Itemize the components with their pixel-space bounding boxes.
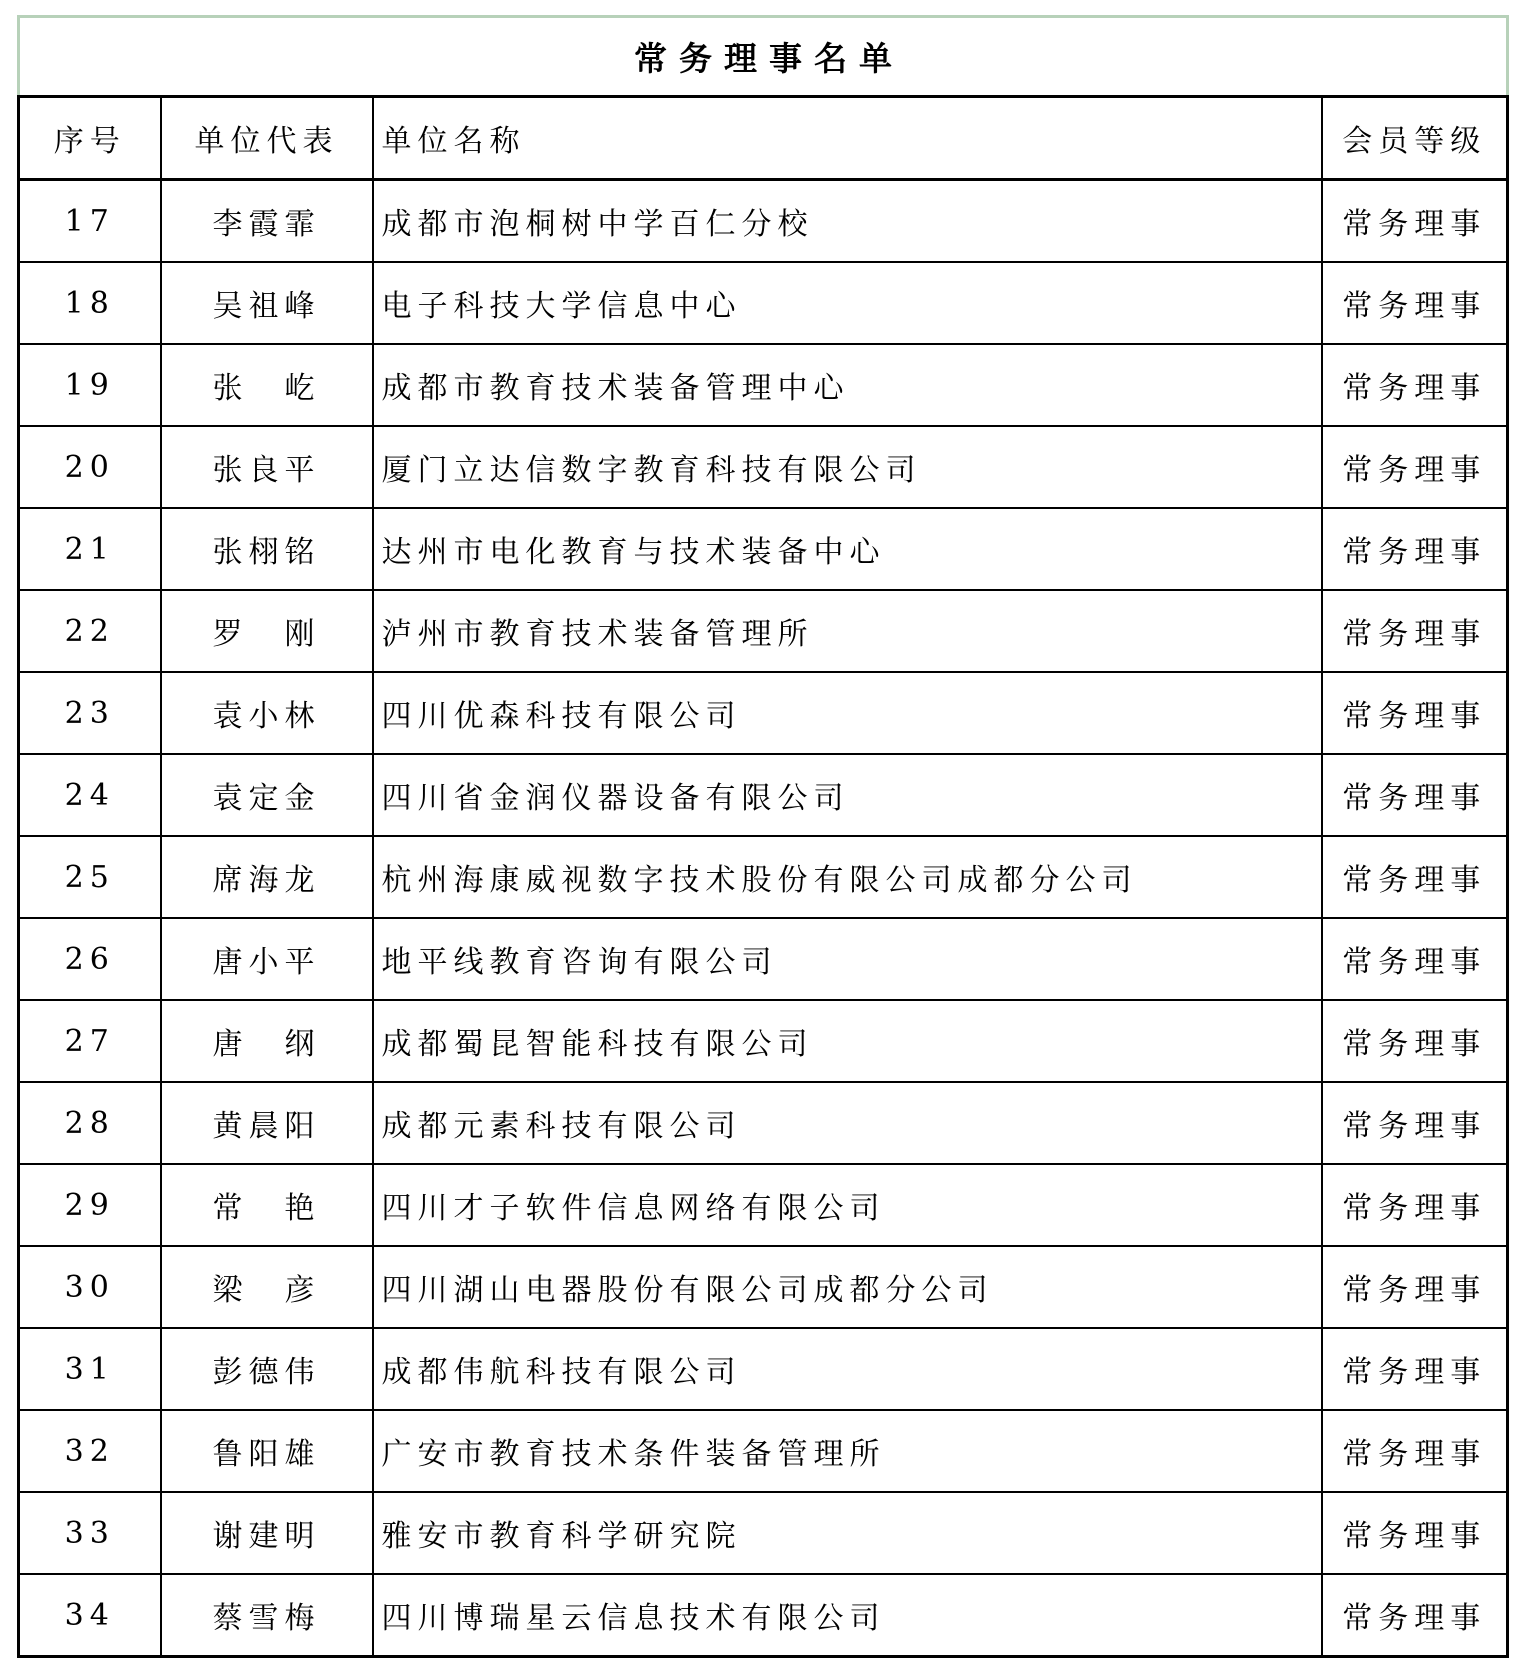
cell-representative: 蔡雪梅 [161,1574,373,1657]
cell-representative: 张良平 [161,426,373,508]
cell-member-level: 常务理事 [1322,590,1508,672]
table-row [19,836,1508,918]
members-table [17,95,1509,1658]
cell-representative: 唐小平 [161,918,373,1000]
cell-member-level: 常务理事 [1322,1000,1508,1082]
cell-member-level: 常务理事 [1322,426,1508,508]
column-header-organization: 单位名称 [373,97,1322,180]
page-title: 常务理事名单 [634,39,904,78]
cell-representative: 李霞霏 [161,180,373,263]
cell-organization: 成都蜀昆智能科技有限公司 [373,1000,1322,1082]
cell-member-level: 常务理事 [1322,1328,1508,1410]
cell-serial: 32 [19,1410,161,1492]
cell-organization: 电子科技大学信息中心 [373,262,1322,344]
cell-organization: 四川优森科技有限公司 [373,672,1322,754]
cell-organization: 达州市电化教育与技术装备中心 [373,508,1322,590]
cell-organization: 四川省金润仪器设备有限公司 [373,754,1322,836]
cell-organization: 泸州市教育技术装备管理所 [373,590,1322,672]
cell-organization: 成都元素科技有限公司 [373,1082,1322,1164]
table-row [19,1574,1508,1657]
cell-representative: 梁 彦 [161,1246,373,1328]
column-header-representative: 单位代表 [161,97,373,180]
cell-serial: 17 [19,180,161,263]
table-row [19,754,1508,836]
table-row [19,508,1508,590]
table-row [19,180,1508,263]
cell-representative: 张栩铭 [161,508,373,590]
cell-serial: 25 [19,836,161,918]
cell-member-level: 常务理事 [1322,836,1508,918]
table-row [19,1082,1508,1164]
cell-member-level: 常务理事 [1322,672,1508,754]
cell-serial: 26 [19,918,161,1000]
cell-serial: 23 [19,672,161,754]
cell-serial: 19 [19,344,161,426]
cell-serial: 29 [19,1164,161,1246]
cell-member-level: 常务理事 [1322,1574,1508,1657]
cell-member-level: 常务理事 [1322,1410,1508,1492]
cell-representative: 彭德伟 [161,1328,373,1410]
cell-serial: 30 [19,1246,161,1328]
header-row [19,97,1508,180]
cell-representative: 罗 刚 [161,590,373,672]
cell-serial: 18 [19,262,161,344]
table-title-box [17,15,1509,95]
cell-organization: 地平线教育咨询有限公司 [373,918,1322,1000]
cell-representative: 常 艳 [161,1164,373,1246]
cell-organization: 成都伟航科技有限公司 [373,1328,1322,1410]
cell-member-level: 常务理事 [1322,1164,1508,1246]
table-row [19,1246,1508,1328]
table-row [19,262,1508,344]
cell-organization: 四川才子软件信息网络有限公司 [373,1164,1322,1246]
table-row [19,1000,1508,1082]
table-row [19,1492,1508,1574]
table-row [19,672,1508,754]
cell-representative: 鲁阳雄 [161,1410,373,1492]
cell-organization: 四川博瑞星云信息技术有限公司 [373,1574,1322,1657]
cell-organization: 成都市泡桐树中学百仁分校 [373,180,1322,263]
cell-representative: 唐 纲 [161,1000,373,1082]
table-row [19,1328,1508,1410]
table-row [19,1164,1508,1246]
cell-representative: 袁小林 [161,672,373,754]
table-row [19,426,1508,508]
cell-member-level: 常务理事 [1322,1082,1508,1164]
cell-member-level: 常务理事 [1322,1492,1508,1574]
table-row [19,1410,1508,1492]
cell-representative: 袁定金 [161,754,373,836]
table-row [19,344,1508,426]
cell-member-level: 常务理事 [1322,754,1508,836]
column-header-member-level: 会员等级 [1322,97,1508,180]
cell-member-level: 常务理事 [1322,1246,1508,1328]
cell-serial: 24 [19,754,161,836]
cell-serial: 22 [19,590,161,672]
cell-representative: 谢建明 [161,1492,373,1574]
cell-serial: 28 [19,1082,161,1164]
column-header-serial: 序号 [19,97,161,180]
cell-serial: 31 [19,1328,161,1410]
cell-organization: 成都市教育技术装备管理中心 [373,344,1322,426]
cell-organization: 广安市教育技术条件装备管理所 [373,1410,1322,1492]
table-row [19,918,1508,1000]
cell-representative: 张 屹 [161,344,373,426]
cell-organization: 雅安市教育科学研究院 [373,1492,1322,1574]
table-row [19,590,1508,672]
cell-organization: 厦门立达信数字教育科技有限公司 [373,426,1322,508]
cell-member-level: 常务理事 [1322,344,1508,426]
cell-serial: 21 [19,508,161,590]
cell-serial: 20 [19,426,161,508]
cell-organization: 四川湖山电器股份有限公司成都分公司 [373,1246,1322,1328]
cell-organization: 杭州海康威视数字技术股份有限公司成都分公司 [373,836,1322,918]
cell-representative: 吴祖峰 [161,262,373,344]
cell-member-level: 常务理事 [1322,918,1508,1000]
cell-member-level: 常务理事 [1322,180,1508,263]
cell-representative: 席海龙 [161,836,373,918]
cell-serial: 27 [19,1000,161,1082]
cell-representative: 黄晨阳 [161,1082,373,1164]
cell-serial: 33 [19,1492,161,1574]
table-body [19,180,1508,1657]
cell-member-level: 常务理事 [1322,508,1508,590]
cell-member-level: 常务理事 [1322,262,1508,344]
cell-serial: 34 [19,1574,161,1657]
